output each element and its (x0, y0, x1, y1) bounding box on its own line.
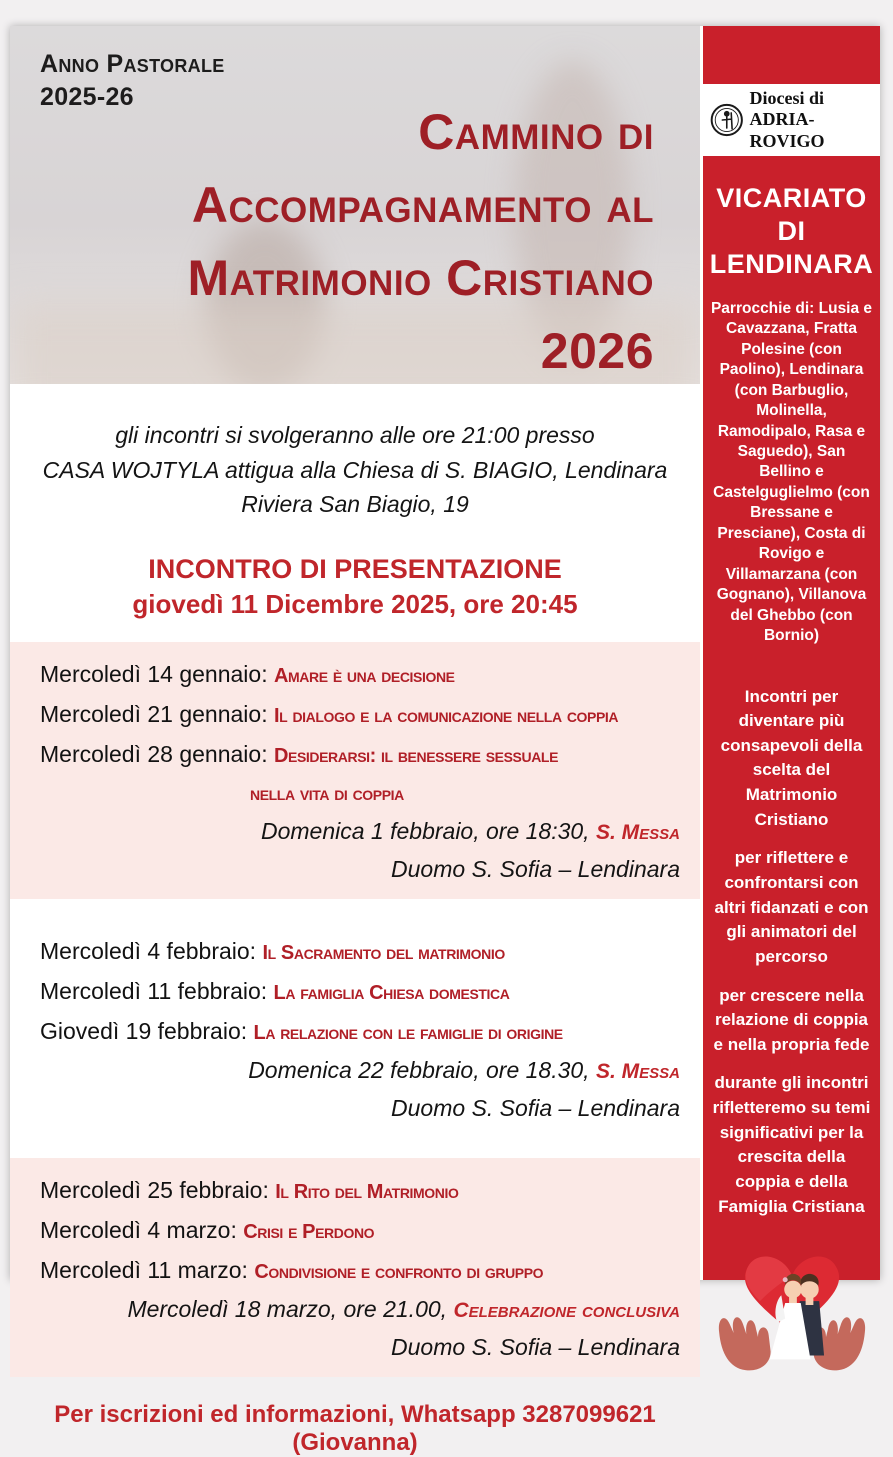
mass-label: S. Messa (595, 820, 680, 844)
mass-venue: Duomo S. Sofia – Lendinara (391, 855, 680, 882)
intro-line-1: gli incontri si svolgeranno alle ore 21:00 presso (115, 422, 595, 448)
vicariate-title-line1: VICARIATO (716, 183, 867, 213)
couple-heart-hands-illustration (709, 1237, 875, 1373)
mass-datetime: Domenica 22 febbraio, ore 18.30, (248, 1056, 596, 1083)
pastoral-year-line2: 2025-26 (40, 82, 134, 111)
diocese-name-line2: ADRIA-ROVIGO (749, 109, 825, 151)
schedule-row (10, 1211, 700, 1251)
pastoral-year-line1: Anno Pastorale (40, 50, 225, 78)
schedule-date: Mercoledì 14 gennaio: (40, 660, 268, 687)
schedule-block-january (10, 642, 700, 899)
schedule-topic: Condivisione e confronto di gruppo (254, 1260, 544, 1283)
sidebar-paragraph: durante gli incontri rifletteremo su temi significativi per la crescita della coppia e della Famiglia Cristiana (712, 1073, 871, 1216)
schedule-topic: Desiderarsi: il benessere sessuale (274, 744, 559, 767)
sidebar-paragraph: Incontri per diventare più consapevoli della scelta del Matrimonio Cristiano (720, 686, 863, 829)
sidebar-paragraph: per crescere nella relazione di coppia e nella propria fede (713, 985, 870, 1054)
intro-line-2: CASA WOJTYLA attigua alla Chiesa di S. BIAGIO, Lendinara (42, 456, 668, 483)
presentation-title: INCONTRO DI PRESENTAZIONE (148, 553, 562, 584)
vicariate-title-line2: DI (777, 215, 806, 246)
sidebar-descriptions (703, 685, 880, 1220)
diocese-emblem-icon (709, 100, 745, 140)
vicariate-title-line3: LENDINARA (709, 248, 874, 279)
page-title (34, 96, 654, 384)
contact-whatsapp-line: Per iscrizioni ed informazioni, Whatsapp 3287099621 (Giovanna) (54, 1400, 656, 1456)
schedule-row (10, 695, 700, 735)
schedule-row (10, 1171, 700, 1211)
diocese-name (750, 88, 874, 153)
mass-datetime: Domenica 1 febbraio, ore 18:30, (260, 817, 596, 844)
marriage-course-poster (10, 26, 880, 1456)
presentation-datetime: giovedì 11 Dicembre 2025, ore 20:45 (132, 588, 578, 619)
schedule-block-february (10, 919, 700, 1138)
schedule-topic: Crisi e Perdono (243, 1220, 375, 1243)
vicariate-sidebar (700, 26, 880, 1280)
schedule-row (10, 735, 700, 775)
mass-venue: Duomo S. Sofia – Lendinara (391, 1094, 680, 1121)
venue-intro-text (10, 418, 700, 522)
title-line-year: 2026 (540, 323, 654, 379)
header-photo-banner (10, 26, 700, 384)
mass-venue: Duomo S. Sofia – Lendinara (391, 1333, 680, 1360)
schedule-date: Mercoledì 4 febbraio: (40, 937, 257, 964)
schedule-row (10, 932, 700, 972)
schedule-topic-continuation: nella vita di coppia (250, 782, 404, 805)
title-line-3: Matrimonio Cristiano (187, 250, 654, 306)
schedule-topic: La relazione con le famiglie di origine (253, 1021, 563, 1044)
schedule-date: Mercoledì 11 febbraio: (40, 977, 268, 1004)
mass-line (10, 1052, 700, 1090)
schedule-topic: Il dialogo e la comunicazione nella coppia (274, 704, 619, 727)
closing-celebration-line (10, 1291, 700, 1329)
closing-label: Celebrazione conclusiva (453, 1298, 680, 1322)
schedule-date: Mercoledì 4 marzo: (40, 1216, 237, 1243)
schedule-topic: Amare è una decisione (274, 664, 455, 687)
schedule-topic: Il Sacramento del matrimonio (262, 941, 505, 964)
title-line-2: Accompagnamento al (191, 177, 654, 233)
schedule-date: Mercoledì 28 gennaio: (40, 740, 268, 767)
diocese-name-line1: Diocesi di (749, 87, 825, 108)
mass-line (10, 813, 700, 851)
parish-list: Parrocchie di: Lusia e Cavazzana, Fratta Polesine (con Paolino), Lendinara (con Barbuglio, Molinella, Ramodipalo, Rasa e Saguedo), San Bellino e Castelguglielmo (con Bressane e Presciane), Costa di Rovigo e Villamarzana (con Gognano), Villanova del Ghebbo (con Bornio) (710, 299, 873, 645)
schedule-date: Mercoledì 21 gennaio: (40, 700, 268, 727)
mass-label: S. Messa (595, 1059, 680, 1083)
schedule-date: Giovedì 19 febbraio: (40, 1017, 248, 1044)
closing-datetime: Mercoledì 18 marzo, ore 21.00, (127, 1295, 454, 1322)
schedule-topic: La famiglia Chiesa domestica (273, 981, 510, 1004)
sidebar-paragraph: per riflettere e confrontarsi con altri fidanzati e con gli animatori del percorso (714, 848, 869, 966)
intro-line-3: Riviera San Biagio, 19 (241, 491, 469, 517)
schedule-row (10, 1012, 700, 1052)
schedule-date: Mercoledì 25 febbraio: (40, 1176, 269, 1203)
main-content (10, 384, 700, 1457)
schedule-date: Mercoledì 11 marzo: (40, 1256, 248, 1283)
diocese-banner (703, 84, 880, 156)
schedule-block-march (10, 1158, 700, 1377)
schedule-row (10, 1251, 700, 1291)
title-line-1: Cammino di (418, 104, 654, 160)
schedule-row (10, 655, 700, 695)
vicariate-title (703, 182, 880, 281)
presentation-meeting-announcement (10, 552, 700, 622)
schedule-topic: Il Rito del Matrimonio (275, 1180, 459, 1203)
schedule-row (10, 972, 700, 1012)
